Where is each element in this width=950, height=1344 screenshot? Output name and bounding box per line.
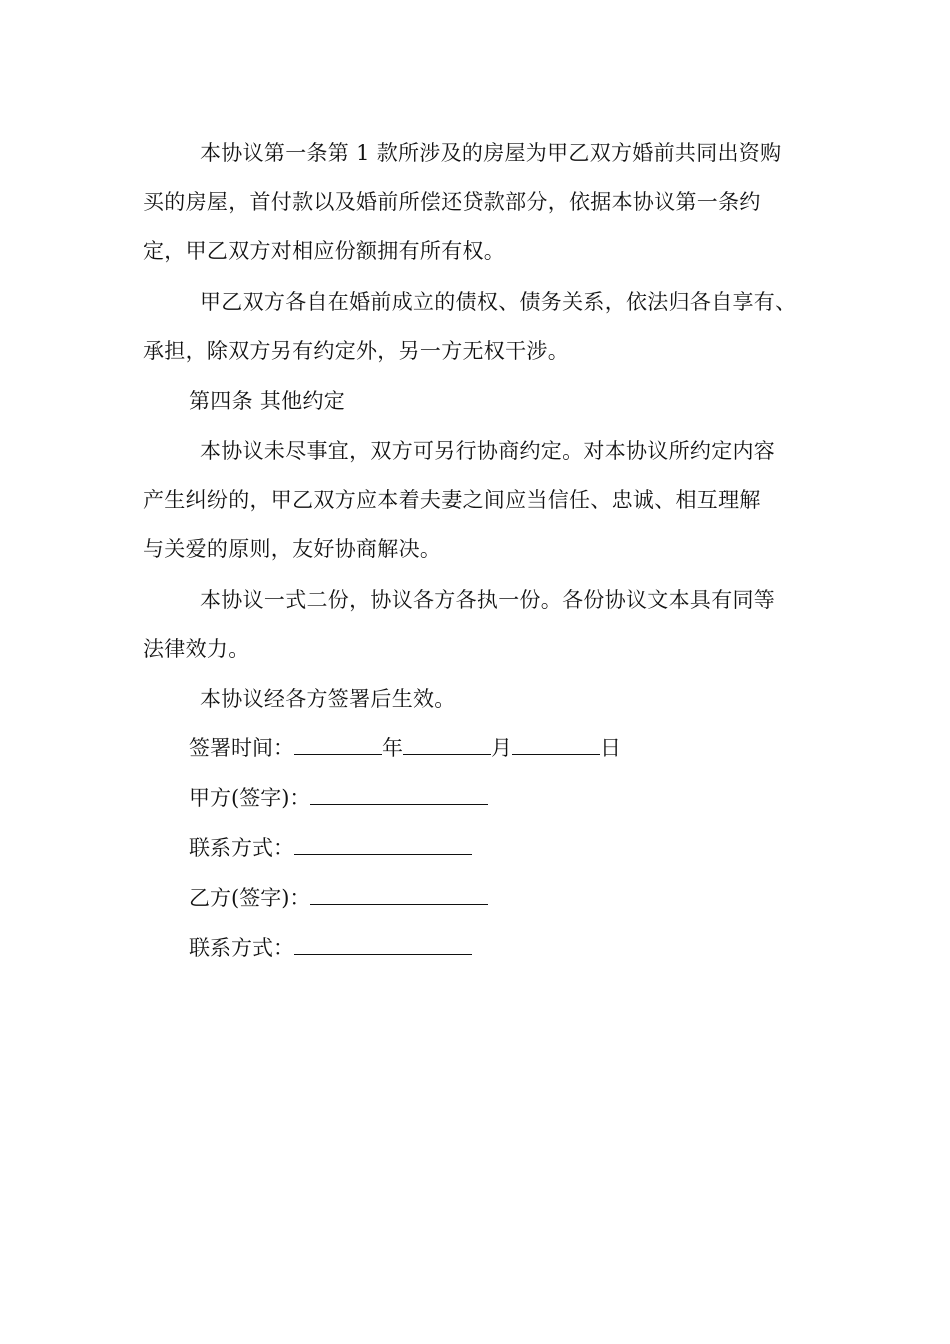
party-a-label: 甲方(签字)： — [189, 786, 311, 810]
party-a-blank[interactable] — [310, 784, 488, 805]
paragraph-line: 本协议一式二份，协议各方各执一份。各份协议文本具有同等 — [200, 588, 776, 612]
contact-a-blank[interactable] — [294, 834, 472, 855]
signature-date-row — [189, 734, 621, 762]
date-label: 签署时间： — [189, 736, 294, 760]
paragraph-line: 买的房屋，首付款以及婚前所偿还贷款部分，依据本协议第一条约 — [143, 190, 761, 214]
contact-a-label: 联系方式： — [189, 836, 294, 860]
paragraph-line: 与关爱的原则，友好协商解决。 — [143, 537, 442, 561]
party-b-row — [189, 884, 488, 912]
party-b-blank[interactable] — [310, 884, 488, 905]
contact-a-row — [189, 834, 472, 862]
year-label: 年 — [382, 736, 403, 760]
day-blank[interactable] — [512, 734, 600, 755]
paragraph-line: 本协议第一条第 1 款所涉及的房屋为甲乙双方婚前共同出资购 — [200, 141, 782, 165]
paragraph-line: 定，甲乙双方对相应份额拥有所有权。 — [143, 239, 506, 263]
party-a-row — [189, 784, 488, 812]
paragraph-line: 法律效力。 — [143, 637, 250, 661]
paragraph-line: 本协议经各方签署后生效。 — [200, 687, 456, 711]
year-blank[interactable] — [294, 734, 382, 755]
month-label: 月 — [491, 736, 512, 760]
contact-b-row — [189, 934, 472, 962]
paragraph-line: 承担，除双方另有约定外，另一方无权干涉。 — [143, 339, 569, 363]
paragraph-line: 甲乙双方各自在婚前成立的债权、债务关系，依法归各自享有、 — [200, 290, 797, 314]
paragraph-line: 产生纠纷的，甲乙双方应本着夫妻之间应当信任、忠诚、相互理解 — [143, 488, 761, 512]
section-heading: 第四条 其他约定 — [189, 389, 346, 413]
party-b-label: 乙方(签字)： — [189, 886, 311, 910]
contact-b-label: 联系方式： — [189, 936, 294, 960]
month-blank[interactable] — [403, 734, 491, 755]
paragraph-line: 本协议未尽事宜，双方可另行协商约定。对本协议所约定内容 — [200, 439, 776, 463]
day-label: 日 — [600, 736, 621, 760]
contact-b-blank[interactable] — [294, 934, 472, 955]
